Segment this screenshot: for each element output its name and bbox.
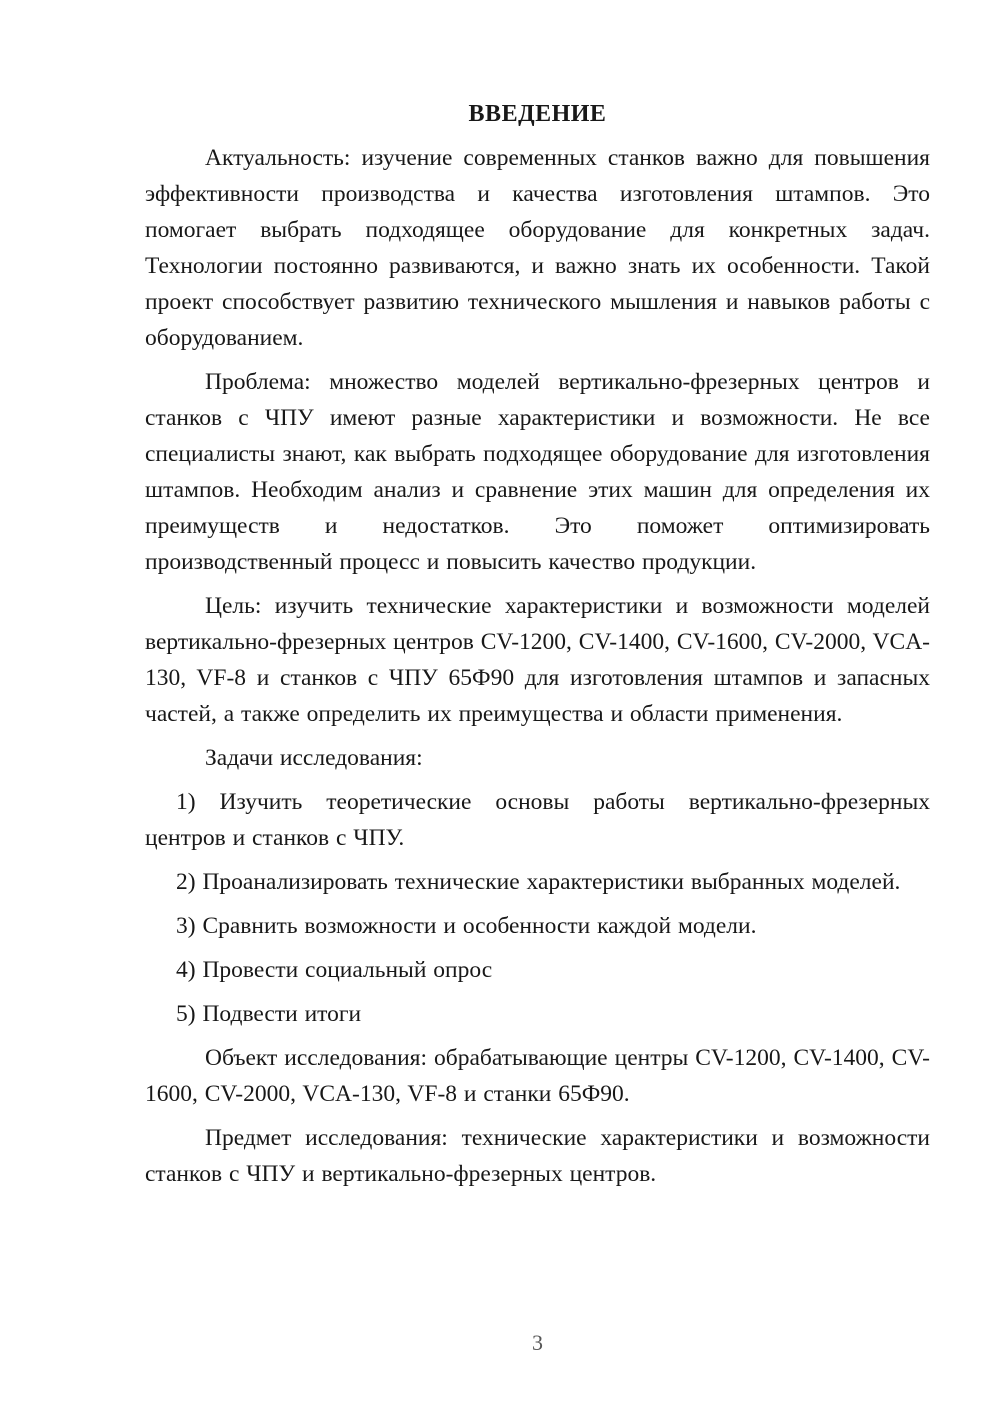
- document-content: [145, 96, 930, 1200]
- page-number: 3: [532, 1330, 543, 1355]
- paragraph-subject: Предмет исследования: технические характеристики и возможности станков с ЧПУ и вертикально-фрезерных центров.: [145, 1125, 930, 1187]
- task-item-4: 4) Провести социальный опрос: [176, 957, 493, 983]
- paragraph-object: Объект исследования: обрабатывающие центры CV-1200, CV-1400, CV-1600, CV-2000, VCA-130, VF-8 и станки 65Ф90.: [145, 1045, 930, 1107]
- page-title: ВВЕДЕНИЕ: [468, 101, 607, 127]
- paragraph-goal: Цель: изучить технические характеристики и возможности моделей вертикально-фрезерных центров CV-1200, CV-1400, CV-1600, CV-2000, VCA-130, VF-8 и станков с ЧПУ 65Ф90 для изготовления штампов и запасных частей, а также определить их преимущества и области применения.: [145, 593, 930, 727]
- paragraph-problem: Проблема: множество моделей вертикально-фрезерных центров и станков с ЧПУ имеют разные характеристики и возможности. Не все специалисты знают, как выбрать подходящее оборудование для изготовления штампов. Необходим анализ и сравнение этих машин для определения их преимуществ и недостатков. Это поможет оптимизировать производственный процесс и повысить качество продукции.: [145, 369, 930, 575]
- task-item-2: 2) Проанализировать технические характеристики выбранных моделей.: [176, 869, 901, 895]
- paragraph-tasks-heading: Задачи исследования:: [205, 745, 423, 771]
- paragraph-relevance: Актуальность: изучение современных станков важно для повышения эффективности производства и качества изготовления штампов. Это помогает выбрать подходящее оборудование для конкретных задач. Технологии постоянно развиваются, и важно знать их особенности. Такой проект способствует развитию технического мышления и навыков работы с оборудованием.: [145, 145, 930, 351]
- task-item-3: 3) Сравнить возможности и особенности каждой модели.: [176, 913, 757, 939]
- task-item-5: 5) Подвести итоги: [176, 1001, 362, 1027]
- task-item-1: 1) Изучить теоретические основы работы вертикально-фрезерных центров и станков с ЧПУ.: [145, 789, 930, 851]
